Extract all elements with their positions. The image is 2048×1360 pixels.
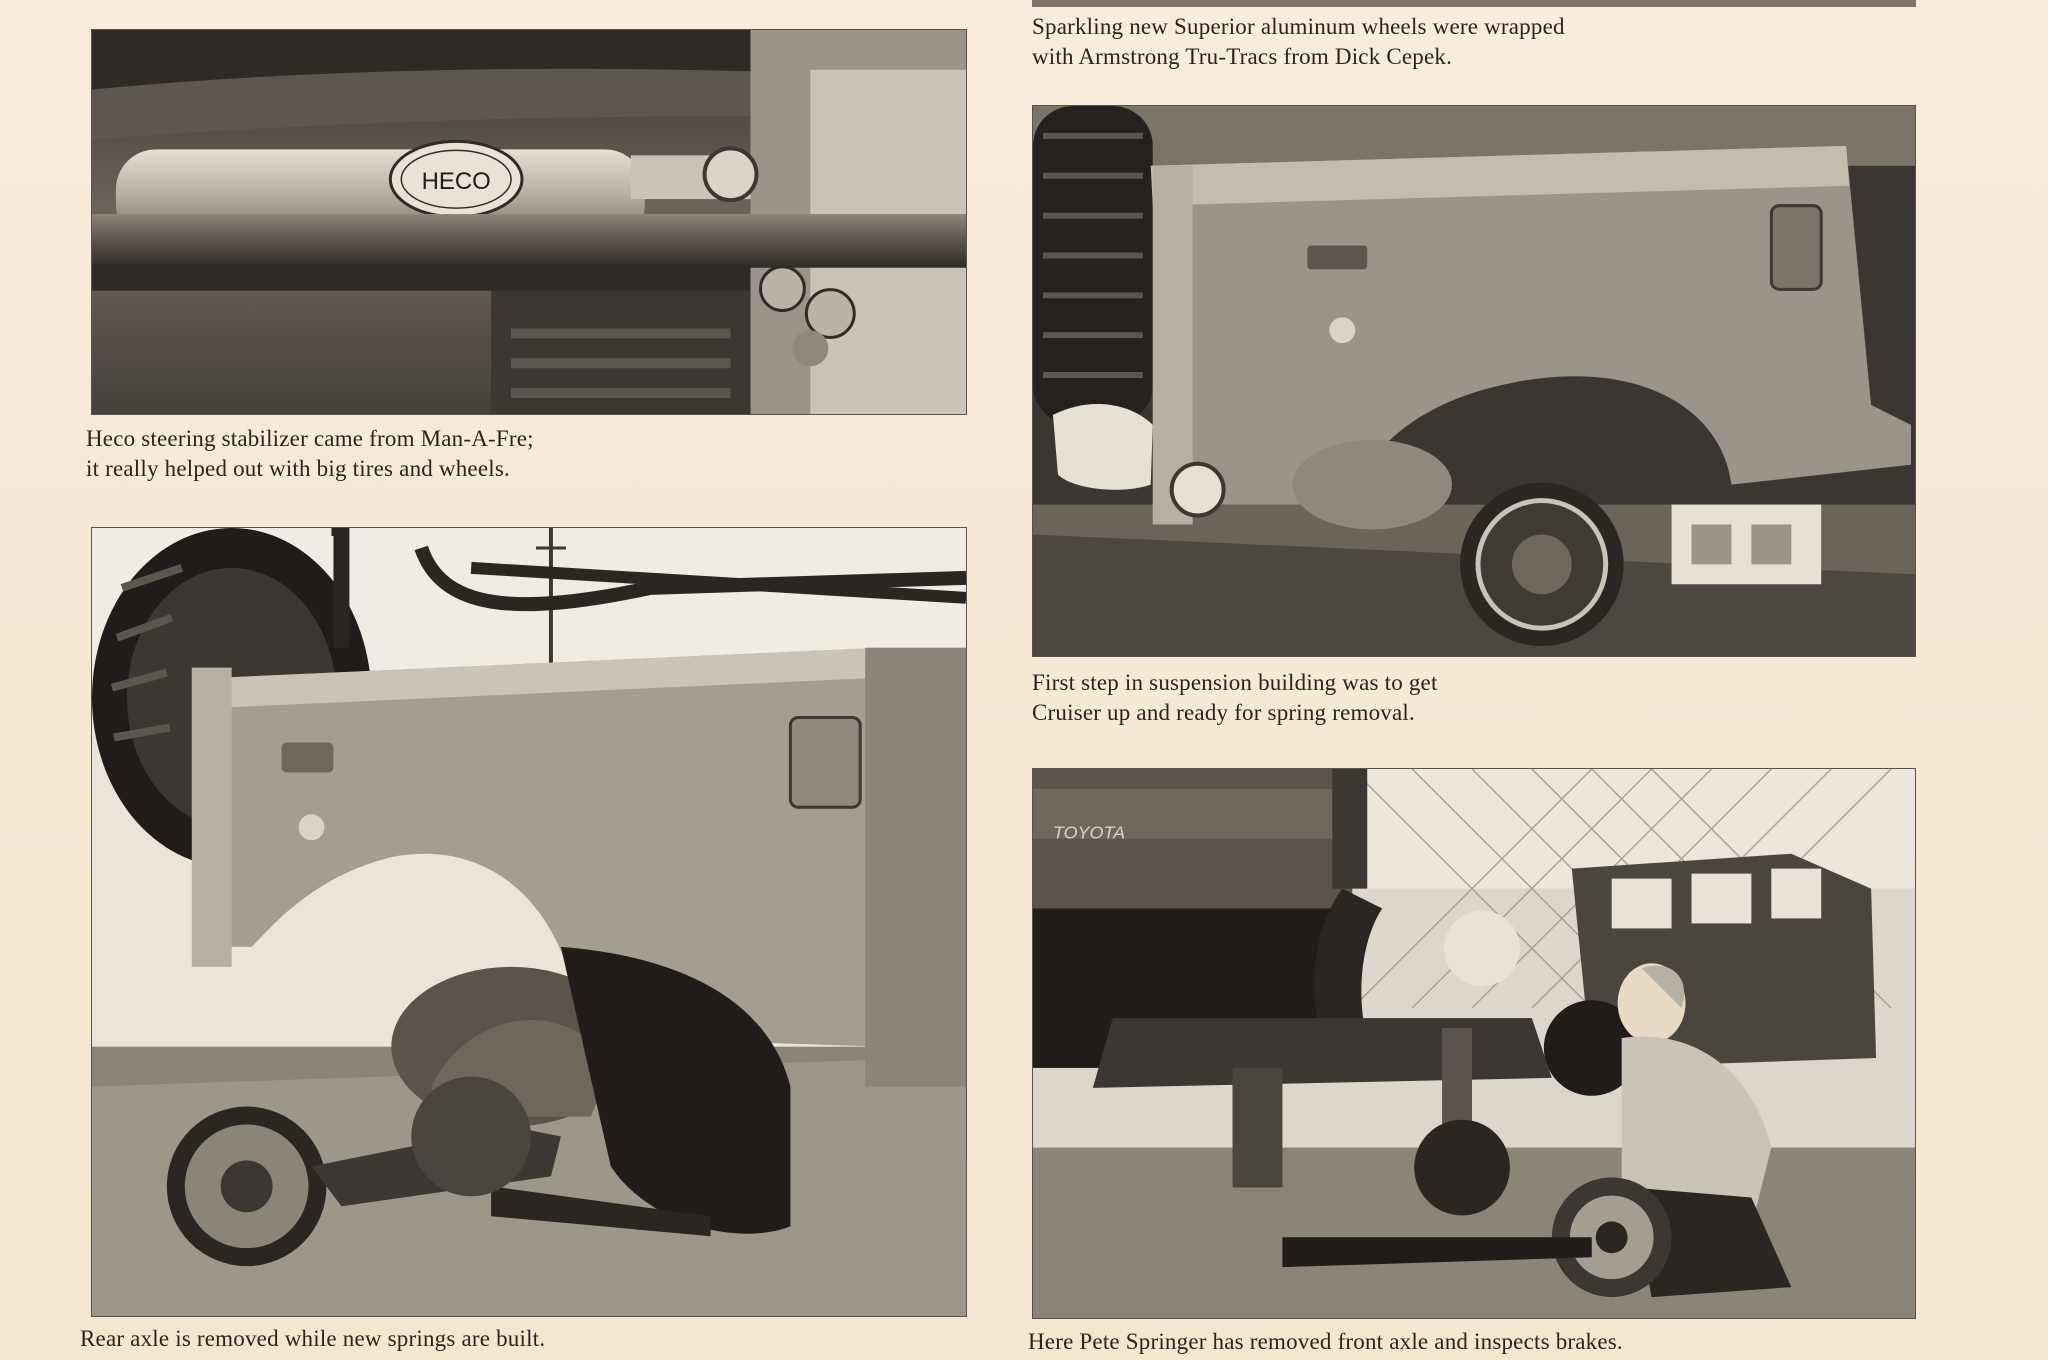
caption-heco-line-2: it really helped out with big tires and wheels. (86, 456, 510, 481)
caption-wheels-line-2: with Armstrong Tru-Tracs from Dick Cepek. (1032, 44, 1453, 69)
caption-front-axle-text: Here Pete Springer has removed front axle and inspects brakes. (1028, 1329, 1623, 1354)
top-photo-edge (1032, 0, 1916, 7)
photo-front-axle (1032, 768, 1916, 1319)
heco-logo-text: HECO (421, 168, 491, 196)
caption-suspension-line-1: First step in suspension building was to get (1032, 670, 1438, 695)
caption-suspension (1032, 668, 1438, 728)
toyota-badge-text: TOYOTA (1052, 822, 1126, 843)
caption-heco-line-1: Heco steering stabilizer came from Man-A-Fre; (86, 426, 534, 451)
photo-rear-axle (91, 527, 967, 1317)
caption-wheels (1032, 12, 1565, 72)
caption-heco (86, 424, 534, 484)
photo-heco-stabilizer (91, 29, 967, 415)
photo-suspension-building (1032, 105, 1916, 657)
caption-rear-axle (80, 1324, 545, 1354)
caption-rear-axle-text: Rear axle is removed while new springs are built. (80, 1326, 546, 1351)
caption-suspension-line-2: Cruiser up and ready for spring removal. (1032, 700, 1415, 725)
caption-wheels-line-1: Sparkling new Superior aluminum wheels were wrapped (1032, 14, 1565, 39)
caption-front-axle (1028, 1327, 1623, 1357)
